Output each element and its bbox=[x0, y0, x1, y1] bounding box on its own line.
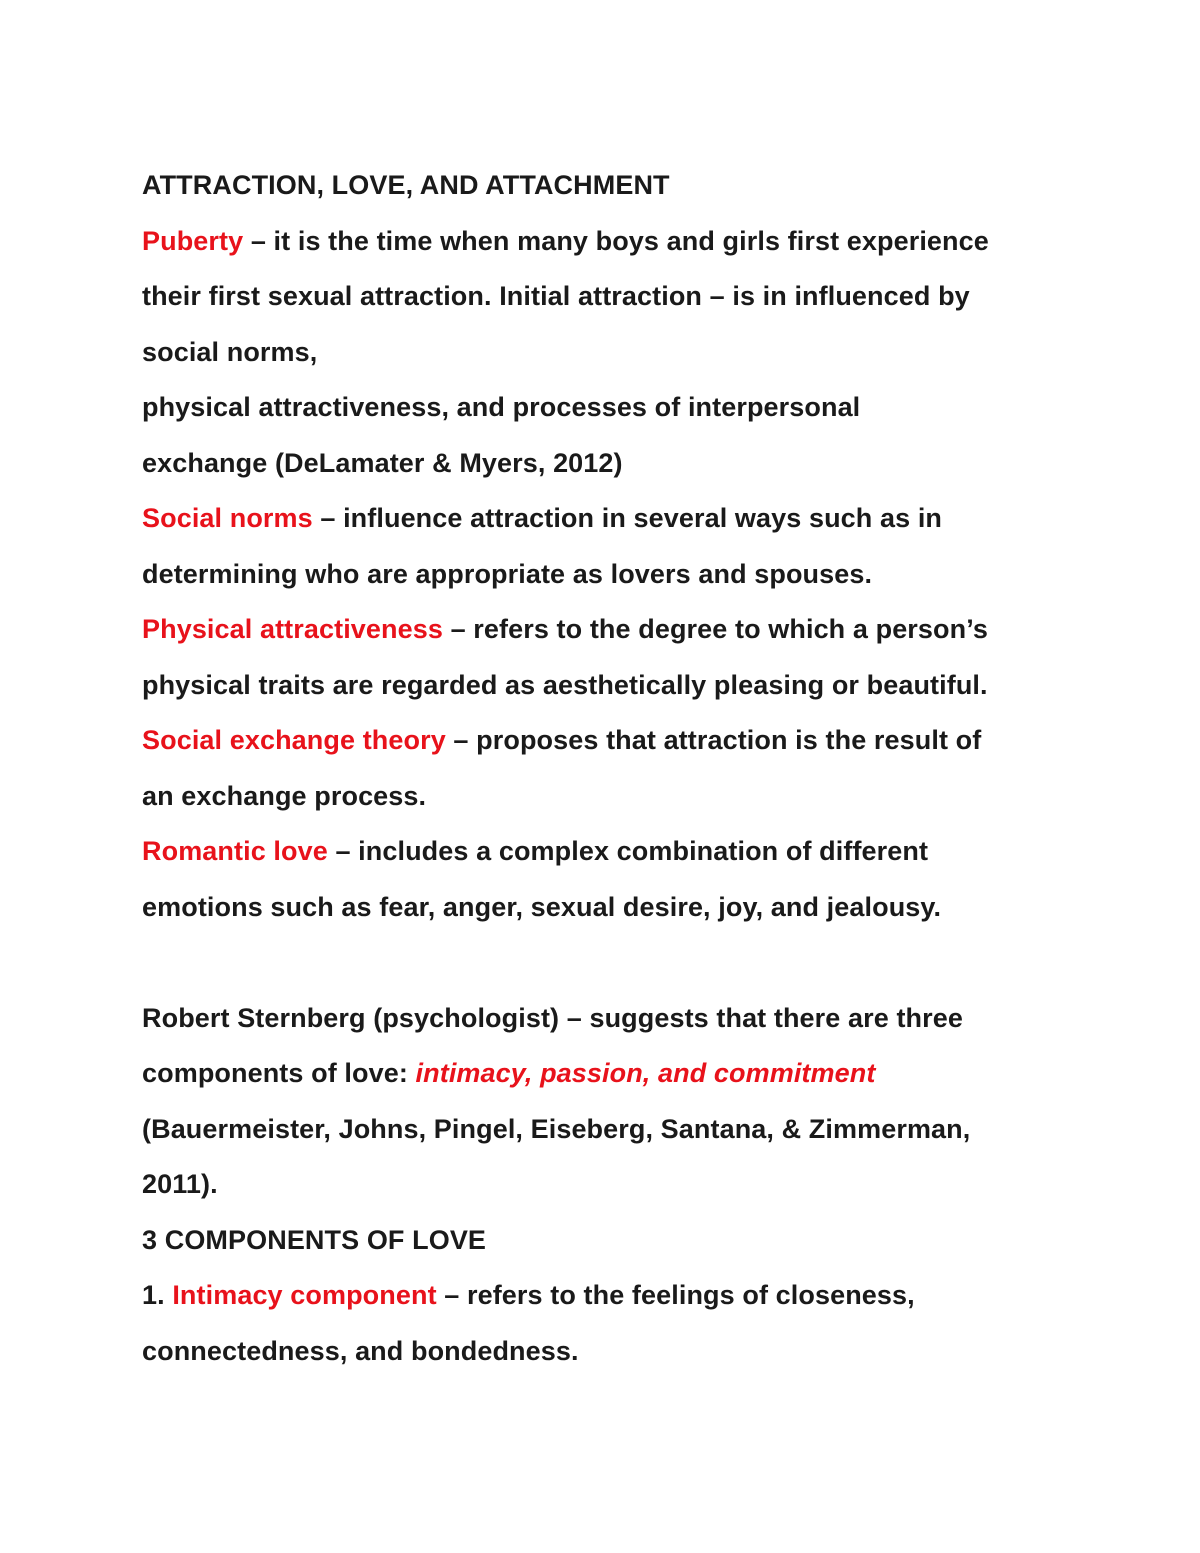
puberty-definition-line-5: exchange (DeLamater & Myers, 2012) bbox=[142, 447, 623, 478]
physical-attractiveness-line-1 bbox=[142, 602, 1082, 658]
term-physical-attractiveness: Physical attractiveness bbox=[142, 614, 443, 644]
social-norms-line-2: determining who are appropriate as lovers and spouses. bbox=[142, 558, 873, 589]
love-components-emphasis: intimacy, passion, and commitment bbox=[415, 1058, 876, 1088]
social-norms-line-1 bbox=[142, 491, 1082, 547]
puberty-definition-line-2: their first sexual attraction. Initial attraction – is in influenced by bbox=[142, 281, 970, 311]
intimacy-line-2: connectedness, and bondedness. bbox=[142, 1335, 579, 1366]
term-intimacy-component: Intimacy component bbox=[172, 1280, 437, 1310]
romantic-love-line-1 bbox=[142, 824, 1082, 880]
social-norms-def-text-1: – influence attraction in several ways such as in bbox=[312, 503, 943, 533]
document-title: ATTRACTION, LOVE, AND ATTACHMENT bbox=[142, 170, 670, 200]
term-puberty: Puberty bbox=[142, 225, 244, 256]
social-exchange-line-1 bbox=[142, 713, 1082, 769]
intimacy-number: 1. bbox=[142, 1280, 173, 1310]
romantic-love-def-text-1: – includes a complex combination of different bbox=[327, 836, 929, 866]
sternberg-line-2-prefix: components of love: bbox=[142, 1058, 416, 1088]
physical-attractiveness-def-text-1: – refers to the degree to which a person’s bbox=[442, 614, 988, 644]
sternberg-line-2 bbox=[142, 1046, 1082, 1102]
components-heading: 3 COMPONENTS OF LOVE bbox=[142, 1224, 487, 1255]
sternberg-citation-line-2: 2011). bbox=[142, 1169, 218, 1199]
intimacy-def-text-1: – refers to the feelings of closeness, bbox=[436, 1280, 915, 1310]
social-exchange-def-text-1: – proposes that attraction is the result of bbox=[445, 725, 982, 755]
term-social-norms: Social norms bbox=[142, 503, 313, 533]
puberty-definition-line-4: physical attractiveness, and processes of interpersonal bbox=[142, 392, 861, 422]
physical-attractiveness-line-2: physical traits are regarded as aesthetically pleasing or beautiful. bbox=[142, 669, 988, 700]
social-exchange-line-2: an exchange process. bbox=[142, 780, 427, 811]
term-romantic-love: Romantic love bbox=[142, 836, 328, 866]
sternberg-citation-line-1: (Bauermeister, Johns, Pingel, Eiseberg, Santana, & Zimmerman, bbox=[142, 1113, 971, 1144]
document-body bbox=[142, 158, 1082, 1379]
puberty-definition-line-3: social norms, bbox=[142, 336, 318, 367]
term-social-exchange-theory: Social exchange theory bbox=[142, 725, 446, 755]
intimacy-line-1 bbox=[142, 1268, 1082, 1324]
paragraph-spacer bbox=[142, 935, 1082, 991]
puberty-def-text-1: – it is the time when many boys and girls first experience bbox=[243, 225, 989, 256]
romantic-love-line-2: emotions such as fear, anger, sexual desire, joy, and jealousy. bbox=[142, 891, 942, 922]
sternberg-line-1: Robert Sternberg (psychologist) – suggests that there are three bbox=[142, 1002, 963, 1033]
puberty-definition-line-1 bbox=[142, 214, 1082, 270]
